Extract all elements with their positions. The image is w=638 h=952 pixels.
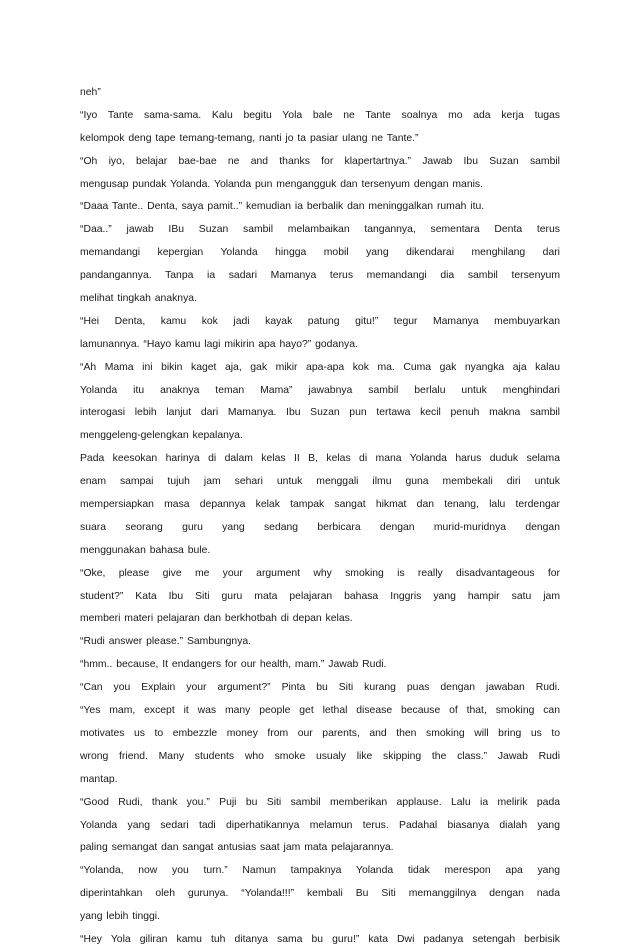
text-line: “Iyo Tante sama-sama. Kalu begitu Yola bale ne Tante soalnya mo ada kerja tugas [80,109,560,121]
text-line: enam sampai tujuh jam sehari untuk menggali ilmu guna membekali diri untuk [80,476,560,488]
text-line: wrong friend. Many students who smoke usualy like skipping the class.” Jawab Rudi [80,750,560,762]
text-line: “Yes mam, except it was many people get lethal disease because of that, smoking can [80,705,560,717]
text-line: menggunakan bahasa bule. [80,544,211,556]
text-line: mempersiapkan masa depannya kelak tampak sangat hikmat dan tenang, lalu terdengar [80,499,560,511]
text-line: Yolanda yang sedari tadi diperhatikannya melamun terus. Padahal biasanya dialah yang [80,819,560,831]
text-line: “Daaa Tante.. Denta, saya pamit..” kemudian ia berbalik dan meninggalkan rumah itu. [80,201,485,213]
text-line: diperintahkan oleh gurunya. “Yolanda!!!” kembali Bu Siti memanggilnya dengan nada [80,888,560,900]
text-line: “Can you Explain your argument?” Pinta bu Siti kurang puas dengan jawaban Rudi. [80,682,560,694]
text-line: suara seorang guru yang sedang berbicara dengan murid-muridnya dengan [80,521,560,533]
text-line: menggeleng-gelengkan kepalanya. [80,430,243,442]
text-line: mengusap pundak Yolanda. Yolanda pun mengangguk dan tersenyum dengan manis. [80,178,483,190]
text-line: motivates us to embezzle money from our parents, and then smoking will bring us to [80,727,560,739]
text-line: memberi materi pelajaran dan berkhotbah di depan kelas. [80,613,353,625]
text-line: “hmm.. because, It endangers for our health, mam.” Jawab Rudi. [80,659,387,671]
text-line: “Oh iyo, belajar bae-bae ne and thanks for klapertartnya.” Jawab Ibu Suzan sambil [80,155,560,167]
text-line: “Ah Mama ini bikin kaget aja, gak mikir apa-apa kok ma. Cuma gak nyangka aja kalau [80,361,560,373]
text-line: Pada keesokan harinya di dalam kelas II B, kelas di mana Yolanda harus duduk selama [80,453,560,465]
text-line: memandangi kepergian Yolanda hingga mobil yang dikendarai menghilang dari [80,247,560,259]
story-text [80,82,560,952]
text-line: neh” [80,87,101,98]
text-line: “Daa..” jawab IBu Suzan sambil melambaikan tangannya, sementara Denta terus [80,224,560,236]
text-line: “Yolanda, now you turn.” Namun tampaknya Yolanda tidak merespon apa yang [80,865,560,877]
text-line: kelompok deng tape temang-temang, nanti jo ta pasiar ulang ne Tante.” [80,132,419,144]
text-line: melihat tingkah anaknya. [80,293,197,305]
text-line: student?” Kata Ibu Siti guru mata pelajaran bahasa Inggris yang hampir satu jam [80,590,560,602]
text-line: “Hei Denta, kamu kok jadi kayak patung gitu!” tegur Mamanya membuyarkan [80,315,560,327]
text-line: interogasi lebih lanjut dari Mamanya. Ibu Suzan pun tertawa kecil penuh makna sambil [80,407,560,419]
text-line: mantap. [80,773,118,785]
text-line: pandangannya. Tanpa ia sadari Mamanya terus memandangi dia sambil tersenyum [80,270,560,282]
text-line: Yolanda itu anaknya teman Mama” jawabnya sambil berlalu untuk menghindari [80,384,560,396]
text-line: lamunannya. “Hayo kamu lagi mikirin apa hayo?” godanya. [80,338,358,350]
text-line: “Rudi answer please.” Sambungnya. [80,636,252,648]
text-line: “Hey Yola giliran kamu tuh ditanya sama bu guru!” kata Dwi padanya setengah berbisik [80,933,560,945]
text-line: “Oke, please give me your argument why smoking is really disadvantageous for [80,567,560,579]
text-line: yang lebih tinggi. [80,911,160,923]
text-line: “Good Rudi, thank you.” Puji bu Siti sambil memberikan applause. Lalu ia melirik pada [80,796,560,808]
text-line: paling semangat dan sangat antusias saat jam mata pelajarannya. [80,842,394,854]
